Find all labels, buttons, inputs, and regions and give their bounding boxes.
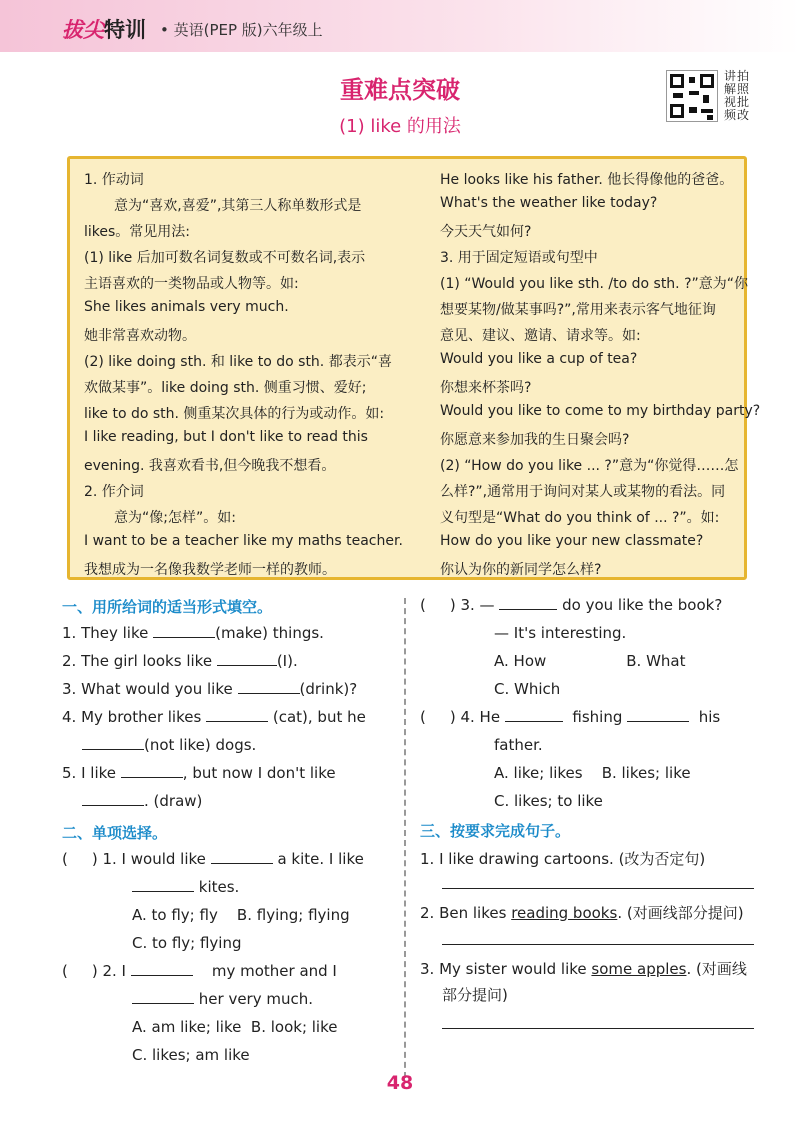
answer-blank[interactable] bbox=[82, 736, 144, 750]
rewrite-question-2: 2. Ben likes reading books. (对画线部分提问) bbox=[420, 904, 744, 922]
note-line: 么样?”,通常用于询问对某人或某物的看法。同 bbox=[440, 484, 726, 500]
note-line: 主语喜欢的一类物品或人物等。如: bbox=[84, 276, 299, 292]
section-2-title: 二、单项选择。 bbox=[62, 824, 168, 842]
choice-options-2 bbox=[132, 1018, 337, 1036]
note-line: He looks like his father. 他长得像他的爸爸。 bbox=[440, 172, 734, 188]
note-line: 想要某物/做某事吗?”,常用来表示客气地征询 bbox=[440, 302, 716, 318]
option-c[interactable]: C. likes; to like bbox=[494, 792, 603, 810]
answer-blank[interactable] bbox=[627, 708, 689, 722]
grammar-notes-box bbox=[67, 156, 761, 580]
choice-options-3 bbox=[494, 652, 686, 670]
fill-question-5-cont: . (draw) bbox=[82, 792, 202, 810]
option-a[interactable]: A. am like; like bbox=[132, 1018, 242, 1036]
page-title: 重难点突破 bbox=[340, 76, 460, 104]
note-line: 义句型是“What do you think of ... ?”。如: bbox=[440, 510, 720, 526]
answer-blank[interactable] bbox=[206, 708, 268, 722]
page-number: 48 bbox=[386, 1072, 414, 1094]
note-line: (1) like 后加可数名词复数或不可数名词,表示 bbox=[84, 250, 366, 266]
answer-line-2[interactable] bbox=[442, 944, 754, 945]
note-line: 意为“像;怎样”。如: bbox=[114, 510, 236, 526]
fill-question-5: 5. I like , but now I don't like bbox=[62, 764, 336, 782]
note-line: 她非常喜欢动物。 bbox=[84, 328, 196, 344]
choice-question-4: ( ) 4. He fishing his bbox=[420, 708, 721, 726]
answer-line-1[interactable] bbox=[442, 888, 754, 889]
header-bar bbox=[0, 0, 800, 52]
note-line: (2) “How do you like ... ?”意为“你觉得……怎 bbox=[440, 458, 739, 474]
answer-blank[interactable] bbox=[499, 596, 557, 610]
answer-blank[interactable] bbox=[211, 850, 273, 864]
note-line: 我想成为一名像我数学老师一样的教师。 bbox=[84, 562, 336, 578]
choice-question-3-reply: — It's interesting. bbox=[494, 624, 627, 642]
rewrite-question-3: 3. My sister would like some apples. (对画线 bbox=[420, 960, 747, 978]
note-line: likes。常见用法: bbox=[84, 224, 191, 240]
note-line: 意为“喜欢,喜爱”,其第三人称单数形式是 bbox=[114, 198, 362, 214]
note-line: Would you like to come to my birthday party? bbox=[440, 403, 761, 419]
option-b[interactable]: B. flying; flying bbox=[236, 906, 350, 924]
rewrite-question-1: 1. I like drawing cartoons. (改为否定句) bbox=[420, 850, 706, 868]
qr-code-icon[interactable] bbox=[666, 70, 718, 122]
fill-question-4-cont: (not like) dogs. bbox=[82, 736, 256, 754]
option-a[interactable]: A. to fly; fly bbox=[132, 906, 218, 924]
choice-options-1c bbox=[132, 934, 242, 952]
option-b[interactable]: B. What bbox=[626, 652, 686, 670]
note-line: 1. 作动词 bbox=[84, 172, 144, 188]
choice-options-3c bbox=[494, 680, 560, 698]
note-line: Would you like a cup of tea? bbox=[440, 351, 638, 367]
answer-blank[interactable] bbox=[131, 962, 193, 976]
answer-blank[interactable] bbox=[132, 878, 194, 892]
fill-question-2: 2. The girl looks like (I). bbox=[62, 652, 298, 670]
choice-question-1: ( ) 1. I would like a kite. I like bbox=[62, 850, 364, 868]
answer-blank[interactable] bbox=[132, 990, 194, 1004]
choice-options-2c bbox=[132, 1046, 250, 1064]
answer-blank[interactable] bbox=[121, 764, 183, 778]
note-line: 意见、建议、邀请、请求等。如: bbox=[440, 328, 641, 344]
answer-line-3[interactable] bbox=[442, 1028, 754, 1029]
option-c[interactable]: C. likes; am like bbox=[132, 1046, 250, 1064]
rewrite-question-3-cont: 部分提问) bbox=[442, 986, 508, 1004]
note-line: How do you like your new classmate? bbox=[440, 533, 704, 549]
option-c[interactable]: C. Which bbox=[494, 680, 561, 698]
choice-blank[interactable] bbox=[426, 596, 450, 610]
choice-question-4-cont: father. bbox=[494, 736, 543, 754]
choice-blank[interactable] bbox=[426, 708, 450, 722]
choice-question-2-cont: her very much. bbox=[132, 990, 313, 1008]
answer-blank[interactable] bbox=[238, 680, 300, 694]
book-subject: • 英语(PEP 版)六年级上 bbox=[160, 21, 323, 39]
fill-question-1: 1. They like (make) things. bbox=[62, 624, 324, 642]
answer-blank[interactable] bbox=[82, 792, 144, 806]
answer-blank[interactable] bbox=[505, 708, 563, 722]
fill-question-4: 4. My brother likes (cat), but he bbox=[62, 708, 366, 726]
note-line: What's the weather like today? bbox=[440, 195, 658, 211]
choice-options-4 bbox=[494, 764, 691, 782]
option-b[interactable]: B. likes; like bbox=[601, 764, 691, 782]
note-line: I want to be a teacher like my maths teacher. bbox=[84, 533, 403, 549]
note-line: evening. 我喜欢看书,但今晚我不想看。 bbox=[84, 458, 336, 474]
choice-question-2: ( ) 2. I my mother and I bbox=[62, 962, 337, 980]
answer-blank[interactable] bbox=[153, 624, 215, 638]
option-a[interactable]: A. like; likes bbox=[494, 764, 583, 782]
choice-options-1 bbox=[132, 906, 350, 924]
section-1-title: 一、用所给词的适当形式填空。 bbox=[62, 598, 273, 616]
note-line: 今天天气如何? bbox=[440, 224, 532, 240]
option-b[interactable]: B. look; like bbox=[250, 1018, 338, 1036]
section-3-title: 三、按要求完成句子。 bbox=[420, 822, 571, 840]
note-line: 你想来杯茶吗? bbox=[440, 380, 532, 396]
note-line: 2. 作介词 bbox=[84, 484, 144, 500]
column-divider bbox=[404, 598, 406, 1078]
option-c[interactable]: C. to fly; flying bbox=[132, 934, 242, 952]
note-line: (1) “Would you like sth. /to do sth. ?”意为“你 bbox=[440, 276, 749, 292]
choice-options-4c bbox=[494, 792, 603, 810]
choice-blank[interactable] bbox=[68, 962, 92, 976]
note-line: 你愿意来参加我的生日聚会吗? bbox=[440, 432, 630, 448]
note-line: 你认为你的新同学怎么样? bbox=[440, 562, 602, 578]
note-line: 3. 用于固定短语或句型中 bbox=[440, 250, 598, 266]
brand-logo: 拔尖特训 bbox=[62, 18, 146, 42]
page-subtitle: (1) like 的用法 bbox=[339, 116, 461, 137]
note-line: I like reading, but I don't like to read this bbox=[84, 429, 368, 445]
option-a[interactable]: A. How bbox=[494, 652, 547, 670]
note-line: (2) like doing sth. 和 like to do sth. 都表示“喜 bbox=[84, 354, 392, 370]
choice-question-3: ( ) 3. — do you like the book? bbox=[420, 596, 723, 614]
note-line: like to do sth. 侧重某次具体的行为或动作。如: bbox=[84, 406, 385, 422]
choice-blank[interactable] bbox=[68, 850, 92, 864]
note-line: 欢做某事”。like doing sth. 侧重习惯、爱好; bbox=[84, 380, 367, 396]
answer-blank[interactable] bbox=[217, 652, 277, 666]
fill-question-3: 3. What would you like (drink)? bbox=[62, 680, 358, 698]
note-line: She likes animals very much. bbox=[84, 299, 289, 315]
choice-question-1-cont: kites. bbox=[132, 878, 239, 896]
